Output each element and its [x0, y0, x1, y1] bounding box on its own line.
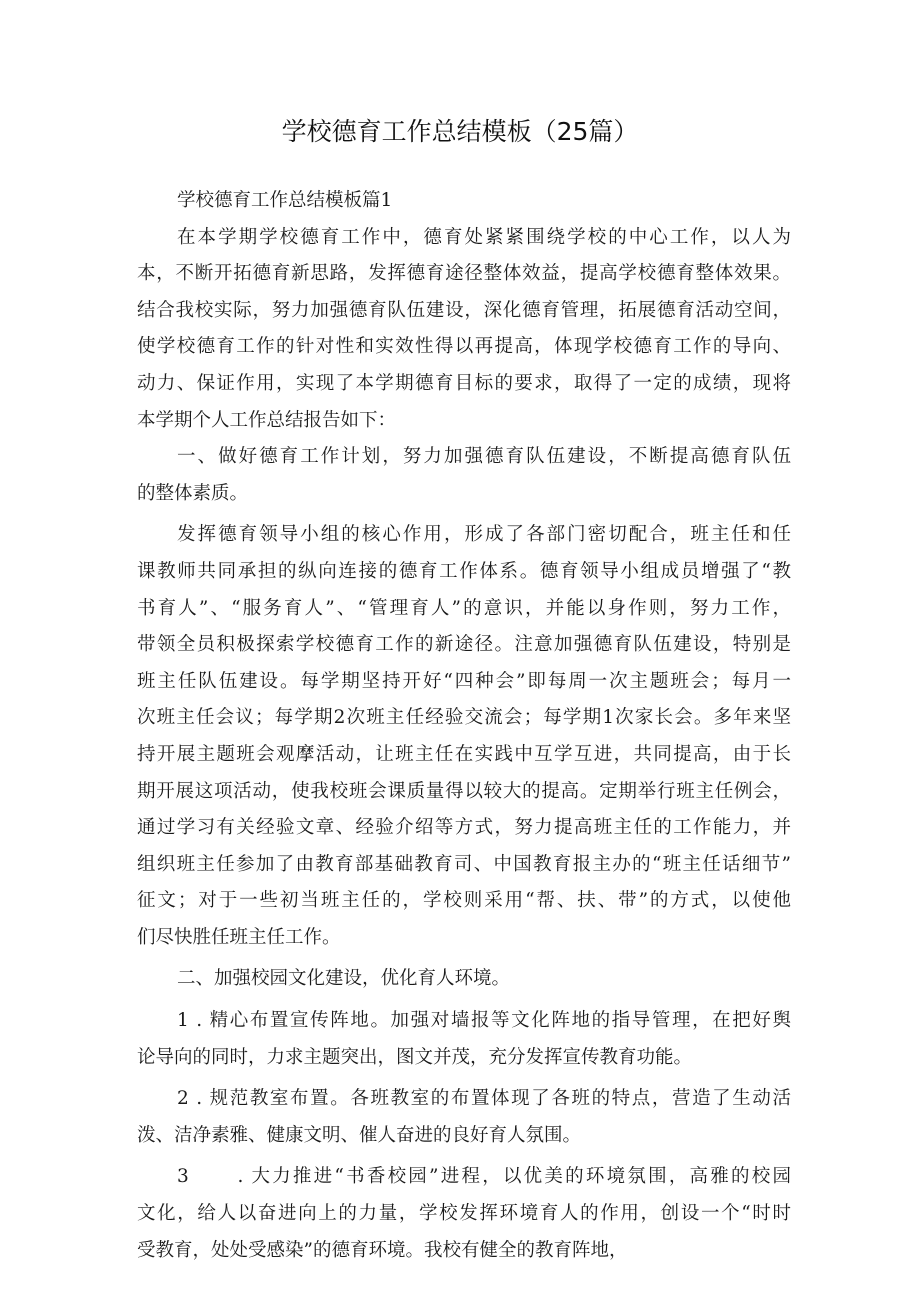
paragraph [137, 517, 791, 956]
paragraph-line: 们尽快胜任班主任工作。 [137, 926, 341, 948]
paragraph-line: 征文；对于一些初当班主任的，学校则采用“帮、扶、带”的方式，以使他 [137, 890, 791, 912]
paragraph [137, 220, 791, 440]
document-body [137, 183, 791, 1269]
paragraph-line: 二、加强校园文化建设，优化育人环境。 [177, 968, 511, 990]
paragraph-line: 一、做好德育工作计划，努力加强德育队伍建设，不断提高德育队伍 [177, 446, 791, 468]
paragraph-line: 通过学习有关经验文章、经验介绍等方式，努力提高班主任的工作能力，并 [137, 817, 791, 839]
paragraph-line: 带领全员积极探索学校德育工作的新途径。注意加强德育队伍建设，特别是 [137, 634, 791, 656]
paragraph [137, 1003, 791, 1076]
paragraph [137, 961, 791, 998]
paragraph-line: 发挥德育领导小组的核心作用，形成了各部门密切配合，班主任和任 [177, 524, 791, 546]
paragraph-line: 课教师共同承担的纵向连接的德育工作体系。德育领导小组成员增强了“教 [137, 560, 791, 582]
paragraph-line: 持开展主题班会观摩活动，让班主任在实践中互学互进，共同提高，由于长 [137, 743, 791, 765]
paragraph-line: 文化，给人以奋进向上的力量，学校发挥环境育人的作用，创设一个“时时 [137, 1203, 791, 1225]
paragraph-line: 班主任队伍建设。每学期坚持开好“四种会”即每周一次主题班会；每月一 [137, 670, 791, 692]
paragraph-line: 本学期个人工作总结报告如下： [137, 409, 397, 431]
paragraph-line: 期开展这项活动，使我校班会课质量得以较大的提高。定期举行班主任例会， [137, 780, 791, 802]
paragraph-line: 组织班主任参加了由教育部基础教育司、中国教育报主办的“班主任话细节” [137, 853, 791, 875]
paragraph-line: 受教育，处处受感染”的德育环境。我校有健全的教育阵地， [137, 1239, 628, 1261]
paragraph [137, 1081, 791, 1154]
paragraph-line: 本，不断开拓德育新思路，发挥德育途径整体效益，提高学校德育整体效果。 [137, 263, 791, 285]
paragraph-line: 使学校德育工作的针对性和实效性得以再提高，体现学校德育工作的导向、 [137, 336, 791, 358]
paragraph-line: 在本学期学校德育工作中，德育处紧紧围绕学校的中心工作，以人为 [177, 226, 791, 248]
paragraph-line: 2 . 规范教室布置。各班教室的布置体现了各班的特点，营造了生动活 [177, 1088, 791, 1110]
paragraph-line: 的整体素质。 [137, 482, 249, 504]
paragraph-line: 论导向的同时，力求主题突出，图文并茂，充分发挥宣传教育功能。 [137, 1046, 693, 1068]
paragraph-line: 结合我校实际，努力加强德育队伍建设，深化德育管理，拓展德育活动空间， [137, 299, 791, 321]
paragraph-line: 3 . 大力推进“书香校园”进程，以优美的环境氛围，高雅的校园 [177, 1166, 791, 1188]
paragraph-line: 1 . 精心布置宣传阵地。加强对墙报等文化阵地的指导管理，在把好舆 [177, 1010, 791, 1032]
paragraph [137, 439, 791, 512]
paragraph [137, 1159, 791, 1269]
paragraph-line: 泼、洁净素雅、健康文明、催人奋进的良好育人氛围。 [137, 1124, 582, 1146]
paragraph-line: 次班主任会议；每学期2次班主任经验交流会；每学期1次家长会。多年来坚 [137, 707, 791, 729]
section-heading: 学校德育工作总结模板篇1 [177, 190, 393, 211]
document-title: 学校德育工作总结模板（25篇） [281, 117, 639, 146]
paragraph-line: 动力、保证作用，实现了本学期德育目标的要求，取得了一定的成绩，现将 [137, 372, 791, 394]
paragraph-line: 书育人”、“服务育人”、“管理育人”的意识，并能以身作则，努力工作， [137, 597, 791, 619]
